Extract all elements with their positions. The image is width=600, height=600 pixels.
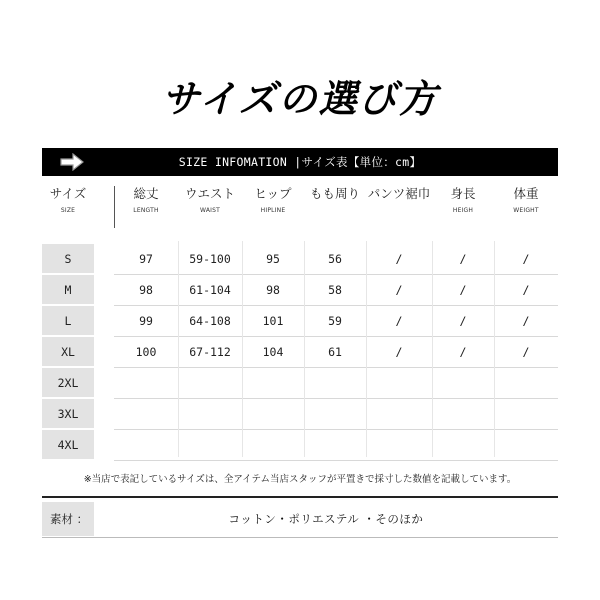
cell-waist: 61-104 xyxy=(189,282,231,297)
bottom-divider xyxy=(42,537,558,538)
cell-hip xyxy=(242,399,304,428)
cell-waist xyxy=(178,399,242,428)
cell-thigh xyxy=(304,399,366,428)
size-label: 4XL xyxy=(42,430,94,459)
size-label: 3XL xyxy=(42,399,94,428)
cell-waist xyxy=(178,368,242,397)
row-divider xyxy=(114,460,558,461)
cell-hip: 95 xyxy=(266,251,280,266)
cell-weight: / xyxy=(522,251,530,266)
column-header-sublabel: WAIST xyxy=(200,207,220,214)
cell-length xyxy=(114,368,178,397)
cell-thigh xyxy=(304,368,366,397)
size-info-header-text: SIZE INFOMATION |サイズ表【単位：cm】 xyxy=(178,155,422,169)
cell-hem-width: / xyxy=(395,344,403,359)
cell-height: / xyxy=(459,344,467,359)
cell-length xyxy=(114,399,178,428)
cell-height: / xyxy=(459,251,467,266)
column-header-label: 総丈 xyxy=(133,186,159,201)
column-header-hem-width xyxy=(366,186,432,228)
column-header-height xyxy=(432,186,494,228)
cell-hem-width: / xyxy=(395,251,403,266)
cell-weight: / xyxy=(522,313,530,328)
column-header-waist xyxy=(178,186,242,228)
column-header-label: もも周り xyxy=(309,186,360,201)
cell-waist: 59-100 xyxy=(189,251,231,266)
cell-weight xyxy=(494,430,558,459)
cell-thigh: 58 xyxy=(328,282,342,297)
column-header-label: サイズ xyxy=(49,186,87,201)
material-value: コットン・ポリエステル ・そのほか xyxy=(228,512,424,526)
size-info-header xyxy=(42,148,558,176)
size-label: L xyxy=(42,306,94,335)
cell-hip: 104 xyxy=(262,344,284,359)
cell-hem-width: / xyxy=(395,282,403,297)
size-label: M xyxy=(42,275,94,304)
cell-hem-width xyxy=(366,399,432,428)
size-label: S xyxy=(42,244,94,273)
column-header-sublabel: HIPLINE xyxy=(260,207,286,214)
cell-hip xyxy=(242,368,304,397)
cell-height xyxy=(432,399,494,428)
cell-thigh: 56 xyxy=(328,251,342,266)
size-label: 2XL xyxy=(42,368,94,397)
cell-waist xyxy=(178,430,242,459)
cell-height: / xyxy=(459,313,467,328)
column-header-length xyxy=(114,186,178,228)
cell-hip xyxy=(242,430,304,459)
cell-length: 99 xyxy=(139,313,153,328)
column-header-sublabel: LENGTH xyxy=(133,207,159,214)
column-divider xyxy=(178,241,179,457)
cell-weight xyxy=(494,368,558,397)
cell-hip: 98 xyxy=(266,282,280,297)
measurement-note: ※当店で表記しているサイズは、全アイテム当店スタッフが平置きで採寸した数値を記載しています。 xyxy=(83,474,517,485)
cell-thigh xyxy=(304,430,366,459)
cell-height: / xyxy=(459,282,467,297)
cell-height xyxy=(432,368,494,397)
cell-weight xyxy=(494,399,558,428)
column-header-sublabel: SIZE xyxy=(60,207,76,214)
column-divider xyxy=(366,241,367,457)
cell-thigh: 59 xyxy=(328,313,342,328)
cell-waist: 67-112 xyxy=(189,344,231,359)
cell-thigh: 61 xyxy=(328,344,342,359)
column-header-thigh xyxy=(304,186,366,228)
cell-weight: / xyxy=(522,344,530,359)
column-header-hip xyxy=(242,186,304,228)
cell-hip: 101 xyxy=(262,313,284,328)
column-header-sublabel: WEIGHT xyxy=(513,207,539,214)
cell-length xyxy=(114,430,178,459)
column-header-label: 体重 xyxy=(513,186,539,201)
cell-height xyxy=(432,430,494,459)
column-header-label: パンツ裾巾 xyxy=(367,186,431,201)
column-header-weight xyxy=(494,186,558,228)
material-label: 素材 ： xyxy=(42,502,94,536)
column-header-label: 身長 xyxy=(450,186,476,201)
cell-hem-width xyxy=(366,430,432,459)
column-divider xyxy=(494,241,495,457)
cell-length: 100 xyxy=(135,344,157,359)
cell-hem-width: / xyxy=(395,313,403,328)
page-title: サイズの選び方 xyxy=(161,77,439,121)
size-label: XL xyxy=(42,337,94,366)
cell-hem-width xyxy=(366,368,432,397)
column-divider xyxy=(304,241,305,457)
cell-length: 97 xyxy=(139,251,153,266)
column-header-size xyxy=(42,186,94,228)
column-divider xyxy=(432,241,433,457)
column-header-label: ウエスト xyxy=(184,186,235,201)
cell-waist: 64-108 xyxy=(189,313,231,328)
cell-length: 98 xyxy=(139,282,153,297)
column-header-label: ヒップ xyxy=(254,186,292,201)
column-divider xyxy=(242,241,243,457)
cell-weight: / xyxy=(522,282,530,297)
section-divider xyxy=(42,496,558,498)
column-header-sublabel: HEIGH xyxy=(452,207,474,214)
